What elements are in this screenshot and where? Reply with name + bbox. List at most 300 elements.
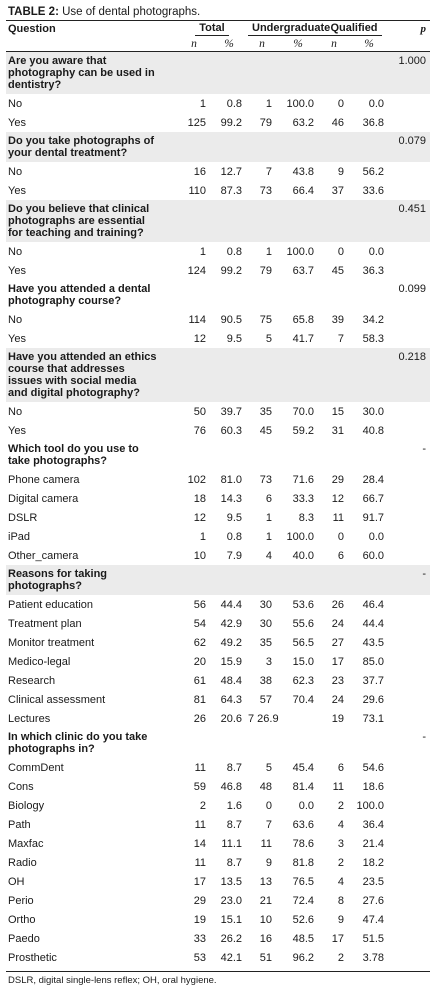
cell-p-empty xyxy=(388,834,430,853)
row-label: DSLR xyxy=(8,511,38,524)
question-row xyxy=(6,280,430,310)
cell-total-pct: 0.8 xyxy=(226,245,242,258)
cell-p-empty xyxy=(388,421,430,440)
cell-total-n: 81 xyxy=(193,693,206,706)
row-label: Phone camera xyxy=(8,473,80,486)
cell-ug-pct: 41.7 xyxy=(292,332,314,345)
cell-p-empty xyxy=(388,652,430,671)
question-row xyxy=(6,348,430,402)
cell-qualified-pct: 51.5 xyxy=(362,932,384,945)
row-label: Yes xyxy=(8,184,26,197)
cell-total-n: 17 xyxy=(193,875,206,888)
table-caption xyxy=(6,4,430,21)
p-value: - xyxy=(422,443,426,455)
table-row xyxy=(6,633,430,652)
cell-qualified-n: 37 xyxy=(331,184,344,197)
cell-qualified-pct: 46.4 xyxy=(362,598,384,611)
cell-total-pct: 15.1 xyxy=(220,913,242,926)
question-row xyxy=(6,728,430,758)
table-row xyxy=(6,242,430,261)
cell-total-pct: 1.6 xyxy=(226,799,242,812)
cell-ug-n: 11 xyxy=(260,837,272,850)
row-label: Monitor treatment xyxy=(8,636,95,649)
cell-total-pct: 14.3 xyxy=(220,492,242,505)
cell-total-n: 33 xyxy=(193,932,206,945)
row-label: Yes xyxy=(8,332,26,345)
cell-qualified-pct: 85.0 xyxy=(362,655,384,668)
cell-p-empty xyxy=(388,614,430,633)
p-value: 0.451 xyxy=(398,203,426,215)
cell-total-n: 50 xyxy=(193,405,206,418)
table-row xyxy=(6,113,430,132)
table-row xyxy=(6,527,430,546)
cell-qualified-n: 9 xyxy=(337,913,344,926)
cell-total-pct: 81.0 xyxy=(220,473,242,486)
cell-total-n: 18 xyxy=(193,492,206,505)
cell-qualified-n: 2 xyxy=(337,799,344,812)
table-row xyxy=(6,595,430,614)
cell-total-n: 11 xyxy=(194,856,206,869)
cell-ug-n: 75 xyxy=(259,313,272,326)
cell-ug-pct: 100.0 xyxy=(286,245,314,258)
cell-ug-pct: 40.0 xyxy=(292,549,314,562)
cell-p-empty xyxy=(388,948,430,967)
cell-ug-n: 35 xyxy=(259,636,272,649)
cell-qualified-pct: 36.3 xyxy=(362,264,384,277)
cell-ug-n: 35 xyxy=(259,405,272,418)
row-label: Biology xyxy=(8,799,45,812)
cell-total-n: 11 xyxy=(194,818,206,831)
cell-ug-pct xyxy=(276,709,318,728)
cell-total-pct: 23.0 xyxy=(220,894,242,907)
cell-p-empty xyxy=(388,162,430,181)
question-text: Are you aware that photography can be used in dentistry? xyxy=(8,55,155,91)
cell-ug-n: 16 xyxy=(259,932,272,945)
cell-total-pct: 44.4 xyxy=(220,598,242,611)
cell-ug-n: 1 xyxy=(265,245,272,258)
cell-ug-n: 4 xyxy=(265,549,272,562)
cell-qualified-n: 3 xyxy=(337,837,344,850)
cell-ug-pct: 43.8 xyxy=(292,165,314,178)
cell-qualified-n: 45 xyxy=(331,264,344,277)
cell-ug-n: 30 xyxy=(259,598,272,611)
cell-qualified-pct: 44.4 xyxy=(362,617,384,630)
cell-p-empty xyxy=(388,402,430,421)
cell-total-pct: 8.7 xyxy=(226,856,242,869)
cell-qualified-pct: 43.5 xyxy=(362,636,384,649)
cell-total-pct: 0.8 xyxy=(226,530,242,543)
cell-qualified-pct: 91.7 xyxy=(362,511,384,524)
cell-ug-pct: 15.0 xyxy=(292,655,314,668)
table-row xyxy=(6,948,430,967)
cell-ug-pct: 81.4 xyxy=(292,780,314,793)
cell-qualified-pct: 100.0 xyxy=(356,799,384,812)
p-value: - xyxy=(422,568,426,580)
header-ug-n: n xyxy=(246,36,276,52)
cell-total-pct: 20.6 xyxy=(220,712,242,725)
row-label: Prosthetic xyxy=(8,951,57,964)
row-label: iPad xyxy=(8,530,31,543)
cell-total-n: 2 xyxy=(199,799,206,812)
row-label: CommDent xyxy=(8,761,64,774)
cell-qualified-n: 8 xyxy=(337,894,344,907)
cell-p-empty xyxy=(388,853,430,872)
table-header xyxy=(6,21,430,52)
cell-total-n: 29 xyxy=(193,894,206,907)
cell-total-pct: 42.1 xyxy=(220,951,242,964)
cell-p-empty xyxy=(388,310,430,329)
cell-p-empty xyxy=(388,910,430,929)
cell-qualified-n: 31 xyxy=(331,424,344,437)
table-row xyxy=(6,310,430,329)
cell-p-empty xyxy=(388,758,430,777)
cell-p-empty xyxy=(388,329,430,348)
cell-ug-pct: 71.6 xyxy=(292,473,314,486)
table-container xyxy=(6,4,430,986)
cell-qualified-n: 24 xyxy=(331,693,344,706)
cell-qualified-n: 9 xyxy=(337,165,344,178)
cell-qualified-n: 0 xyxy=(337,245,344,258)
cell-p-empty xyxy=(388,546,430,565)
cell-ug-pct: 59.2 xyxy=(292,424,314,437)
row-label: Yes xyxy=(8,264,26,277)
row-label: No xyxy=(8,97,23,110)
cell-qualified-pct: 23.5 xyxy=(362,875,384,888)
cell-qualified-n: 11 xyxy=(332,511,344,524)
cell-total-n: 16 xyxy=(193,165,206,178)
cell-p-empty xyxy=(388,633,430,652)
cell-qualified-pct: 36.8 xyxy=(362,116,384,129)
cell-total-pct: 8.7 xyxy=(226,818,242,831)
cell-p-empty xyxy=(388,508,430,527)
table-row xyxy=(6,815,430,834)
cell-qualified-n: 23 xyxy=(331,674,344,687)
cell-p-empty xyxy=(388,489,430,508)
cell-qualified-pct: 56.2 xyxy=(362,165,384,178)
cell-ug-n: 0 xyxy=(265,799,272,812)
p-value: - xyxy=(422,731,426,743)
cell-ug-pct: 76.5 xyxy=(292,875,314,888)
table-row xyxy=(6,891,430,910)
cell-ug-n: 9 xyxy=(265,856,272,869)
caption-text: Use of dental photographs. xyxy=(58,6,201,18)
cell-qualified-n: 15 xyxy=(331,405,344,418)
table-body xyxy=(6,52,430,968)
cell-ug-n: 6 xyxy=(265,492,272,505)
row-label: Clinical assessment xyxy=(8,693,106,706)
cell-ug-n: 79 xyxy=(259,116,272,129)
p-value: 1.000 xyxy=(398,55,426,67)
cell-total-n: 12 xyxy=(193,511,206,524)
row-label: No xyxy=(8,245,23,258)
cell-total-n: 61 xyxy=(193,674,206,687)
cell-qualified-n: 6 xyxy=(337,549,344,562)
cell-ug-pct: 78.6 xyxy=(292,837,314,850)
cell-ug-n: 51 xyxy=(259,951,272,964)
cell-ug-pct: 72.4 xyxy=(292,894,314,907)
header-q-n: n xyxy=(318,36,348,52)
cell-p-empty xyxy=(388,777,430,796)
cell-ug-pct: 100.0 xyxy=(286,97,314,110)
cell-ug-n: 5 xyxy=(265,332,272,345)
cell-qualified-pct: 37.7 xyxy=(362,674,384,687)
header-ug-pct: % xyxy=(276,36,318,52)
cell-ug-pct: 33.3 xyxy=(292,492,314,505)
cell-ug-n: 30 xyxy=(259,617,272,630)
table-row xyxy=(6,758,430,777)
cell-total-pct: 9.5 xyxy=(226,332,242,345)
question-text: Reasons for taking photographs? xyxy=(8,568,108,592)
cell-p-empty xyxy=(388,595,430,614)
header-undergraduate: Undergraduate xyxy=(246,21,318,36)
cell-qualified-pct: 18.6 xyxy=(362,780,384,793)
cell-ug-pct: 48.5 xyxy=(292,932,314,945)
cell-ug-pct: 45.4 xyxy=(292,761,314,774)
cell-ug-n: 45 xyxy=(259,424,272,437)
cell-total-n: 10 xyxy=(193,549,206,562)
cell-qualified-n: 2 xyxy=(337,856,344,869)
cell-qualified-pct: 73.1 xyxy=(362,712,384,725)
row-label: Research xyxy=(8,674,56,687)
table-row xyxy=(6,329,430,348)
table-row xyxy=(6,872,430,891)
header-question: Question xyxy=(8,22,56,35)
cell-p-empty xyxy=(388,929,430,948)
cell-qualified-pct: 0.0 xyxy=(368,245,384,258)
cell-total-n: 62 xyxy=(193,636,206,649)
cell-ug-n: 3 xyxy=(265,655,272,668)
table-row xyxy=(6,162,430,181)
table-row xyxy=(6,910,430,929)
question-row xyxy=(6,440,430,470)
cell-total-n: 114 xyxy=(188,313,206,326)
cell-p-empty xyxy=(388,242,430,261)
cell-total-pct: 8.7 xyxy=(226,761,242,774)
cell-qualified-pct: 0.0 xyxy=(368,97,384,110)
row-label: Maxfac xyxy=(8,837,44,850)
cell-total-n: 14 xyxy=(193,837,206,850)
cell-ug-n: 38 xyxy=(259,674,272,687)
cell-ug-n: 57 xyxy=(259,693,272,706)
table-row xyxy=(6,834,430,853)
cell-ug-n: 1 xyxy=(265,511,272,524)
cell-total-pct: 99.2 xyxy=(220,116,242,129)
row-label: No xyxy=(8,313,23,326)
cell-total-n: 20 xyxy=(193,655,206,668)
cell-ug-n: 7 xyxy=(265,818,272,831)
cell-total-pct: 11.1 xyxy=(221,837,242,850)
header-total-pct: % xyxy=(210,36,246,52)
question-row xyxy=(6,132,430,162)
cell-total-pct: 9.5 xyxy=(226,511,242,524)
cell-total-n: 54 xyxy=(193,617,206,630)
cell-qualified-n: 17 xyxy=(331,655,344,668)
cell-total-pct: 26.2 xyxy=(220,932,242,945)
table-row xyxy=(6,546,430,565)
cell-p-empty xyxy=(388,796,430,815)
table-row xyxy=(6,777,430,796)
cell-qualified-n: 2 xyxy=(337,951,344,964)
row-label: Digital camera xyxy=(8,492,79,505)
cell-total-pct: 49.2 xyxy=(220,636,242,649)
cell-qualified-pct: 18.2 xyxy=(362,856,384,869)
table-row xyxy=(6,709,430,728)
dental-photographs-table xyxy=(6,21,430,967)
cell-total-pct: 13.5 xyxy=(220,875,242,888)
cell-qualified-n: 0 xyxy=(337,97,344,110)
cell-ug-n: 1 xyxy=(265,97,272,110)
question-text: Have you attended an ethics course that addresses issues with social media and digital photography? xyxy=(8,351,157,399)
cell-ug-pct: 81.8 xyxy=(292,856,314,869)
caption-label: TABLE 2: xyxy=(8,6,59,18)
cell-ug-pct: 62.3 xyxy=(292,674,314,687)
table-row xyxy=(6,853,430,872)
cell-p-empty xyxy=(388,470,430,489)
table-footnote: DSLR, digital single-lens reflex; OH, oral hygiene. xyxy=(6,971,430,986)
table-row xyxy=(6,489,430,508)
cell-p-empty xyxy=(388,94,430,113)
cell-ug-n: 73 xyxy=(259,184,272,197)
cell-qualified-pct: 27.6 xyxy=(362,894,384,907)
cell-qualified-n: 17 xyxy=(331,932,344,945)
cell-qualified-n: 4 xyxy=(337,875,344,888)
cell-qualified-pct: 0.0 xyxy=(368,530,384,543)
table-row xyxy=(6,94,430,113)
row-label: No xyxy=(8,165,23,178)
cell-p-empty xyxy=(388,181,430,200)
cell-qualified-pct: 34.2 xyxy=(362,313,384,326)
cell-qualified-pct: 54.6 xyxy=(362,761,384,774)
cell-ug-pct: 70.0 xyxy=(292,405,314,418)
cell-qualified-pct: 47.4 xyxy=(362,913,384,926)
header-spacer xyxy=(6,36,176,52)
cell-total-n: 53 xyxy=(193,951,206,964)
cell-qualified-pct: 36.4 xyxy=(362,818,384,831)
cell-total-n: 110 xyxy=(188,184,206,197)
cell-ug-n: 5 xyxy=(265,761,272,774)
row-label: Treatment plan xyxy=(8,617,82,630)
cell-total-pct: 7.9 xyxy=(226,549,242,562)
table-row xyxy=(6,181,430,200)
header-p-spacer xyxy=(388,36,430,52)
cell-ug-pct: 63.6 xyxy=(292,818,314,831)
cell-qualified-n: 27 xyxy=(331,636,344,649)
cell-total-n: 19 xyxy=(193,913,206,926)
cell-ug-pct: 56.5 xyxy=(292,636,314,649)
question-text: Do you take photographs of your dental treatment? xyxy=(8,135,155,159)
cell-qualified-pct: 66.7 xyxy=(362,492,384,505)
table-row xyxy=(6,421,430,440)
header-total-n: n xyxy=(176,36,210,52)
cell-ug-pct: 8.3 xyxy=(298,511,314,524)
row-label: No xyxy=(8,405,23,418)
cell-total-n: 1 xyxy=(199,97,206,110)
cell-ug-n: 10 xyxy=(259,913,272,926)
cell-ug-pct: 100.0 xyxy=(286,530,314,543)
header-q-pct: % xyxy=(348,36,388,52)
question-row xyxy=(6,565,430,595)
cell-ug-pct: 63.7 xyxy=(292,264,314,277)
cell-p-empty xyxy=(388,891,430,910)
cell-total-n: 59 xyxy=(193,780,206,793)
cell-total-pct: 48.4 xyxy=(220,674,242,687)
cell-qualified-n: 29 xyxy=(331,473,344,486)
cell-ug-pct: 63.2 xyxy=(292,116,314,129)
cell-ug-pct: 55.6 xyxy=(292,617,314,630)
row-label: Paedo xyxy=(8,932,40,945)
cell-total-n: 1 xyxy=(199,245,206,258)
table-row xyxy=(6,690,430,709)
cell-total-pct: 60.3 xyxy=(220,424,242,437)
cell-ug-n: 79 xyxy=(259,264,272,277)
cell-qualified-pct: 30.0 xyxy=(362,405,384,418)
cell-total-n: 124 xyxy=(187,264,206,277)
cell-total-n: 56 xyxy=(193,598,206,611)
table-row xyxy=(6,261,430,280)
cell-total-pct: 99.2 xyxy=(220,264,242,277)
cell-total-n: 102 xyxy=(187,473,206,486)
cell-qualified-n: 7 xyxy=(337,332,344,345)
cell-total-pct: 42.9 xyxy=(220,617,242,630)
cell-total-pct: 39.7 xyxy=(220,405,242,418)
row-label: Other_camera xyxy=(8,549,79,562)
p-value: 0.099 xyxy=(398,283,426,295)
cell-total-pct: 0.8 xyxy=(226,97,242,110)
row-label: Path xyxy=(8,818,31,831)
table-row xyxy=(6,614,430,633)
cell-qualified-n: 11 xyxy=(332,780,344,793)
cell-ug-n: 13 xyxy=(259,875,272,888)
cell-p-empty xyxy=(388,527,430,546)
cell-total-n: 12 xyxy=(193,332,206,345)
row-label: Cons xyxy=(8,780,34,793)
cell-p-empty xyxy=(388,815,430,834)
cell-ug-n: 21 xyxy=(259,894,272,907)
header-qualified: Qualified xyxy=(318,21,388,36)
cell-p-empty xyxy=(388,872,430,891)
question-text: Do you believe that clinical photographs are essential for teaching and training? xyxy=(8,203,150,239)
question-text: In which clinic do you take photographs in? xyxy=(8,731,148,755)
cell-ug-n: 48 xyxy=(259,780,272,793)
cell-qualified-n: 0 xyxy=(337,530,344,543)
cell-qualified-pct: 28.4 xyxy=(362,473,384,486)
cell-total-n: 1 xyxy=(199,530,206,543)
cell-qualified-n: 4 xyxy=(337,818,344,831)
table-row xyxy=(6,796,430,815)
cell-ug-pct: 0.0 xyxy=(298,799,314,812)
cell-total-pct: 12.7 xyxy=(220,165,242,178)
cell-ug-pct: 66.4 xyxy=(292,184,314,197)
question-text: Have you attended a dental photography course? xyxy=(8,283,151,307)
cell-qualified-pct: 60.0 xyxy=(362,549,384,562)
row-label: Yes xyxy=(8,116,26,129)
cell-total-n: 76 xyxy=(193,424,206,437)
cell-ug-pct: 53.6 xyxy=(292,598,314,611)
cell-total-pct: 15.9 xyxy=(220,655,242,668)
cell-qualified-pct: 33.6 xyxy=(362,184,384,197)
cell-p-empty xyxy=(388,261,430,280)
row-label: Radio xyxy=(8,856,37,869)
cell-qualified-pct: 40.8 xyxy=(362,424,384,437)
header-p: p xyxy=(420,22,426,35)
cell-qualified-n: 39 xyxy=(331,313,344,326)
cell-qualified-n: 6 xyxy=(337,761,344,774)
p-value: 0.079 xyxy=(398,135,426,147)
cell-qualified-n: 19 xyxy=(331,712,344,725)
row-label: Patient education xyxy=(8,598,94,611)
cell-ug-pct: 52.6 xyxy=(292,913,314,926)
cell-qualified-n: 46 xyxy=(331,116,344,129)
